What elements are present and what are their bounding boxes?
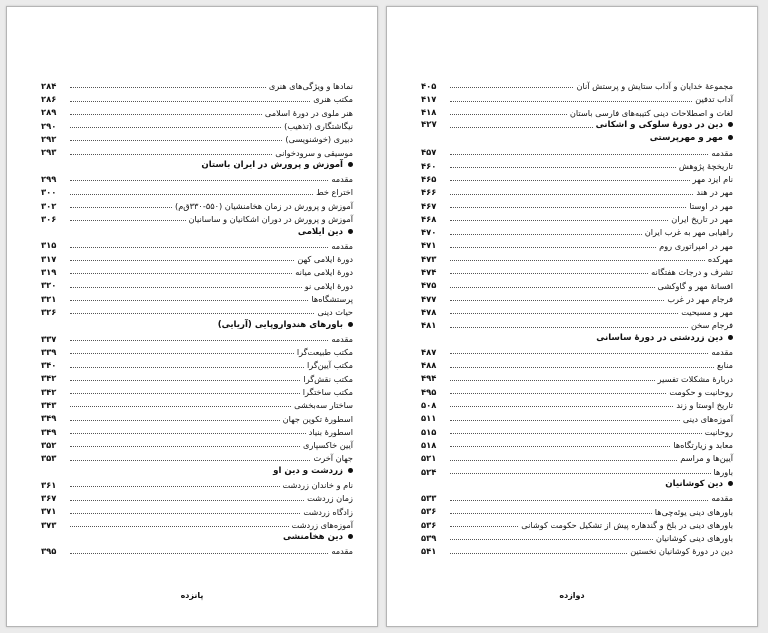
page-ref: ۳۴۰ — [41, 360, 57, 371]
page-ref: ۳۶۱ — [41, 479, 57, 490]
entry-title: اسطورهٔ تکوین جهان — [282, 413, 353, 424]
entry-title: زمان زردشت — [307, 493, 353, 504]
entry-title: مکتب طبیعت‌گرا — [296, 347, 353, 358]
toc-entry — [41, 370, 353, 383]
leader-dots — [70, 486, 280, 487]
leader-dots — [70, 526, 289, 527]
entry-title: مکتب هنری — [313, 94, 353, 105]
entry-title: اختراع خط — [316, 187, 353, 198]
page-ref: ۳۱۹ — [41, 267, 57, 278]
toc-entry — [41, 130, 353, 143]
toc-entry — [421, 463, 733, 476]
leader-dots — [450, 327, 688, 328]
entry-title: مجموعهٔ خدایان و آداب ستایش و پرستش آنان — [576, 81, 733, 92]
entry-title: معابد و زیارتگاه‌ها — [673, 440, 733, 451]
leader-dots — [70, 127, 281, 128]
entry-title: دین در دورهٔ کوشانیان نخستین — [630, 546, 733, 557]
entry-title: تاریخچهٔ پژوهش — [678, 160, 733, 171]
toc-entry — [41, 210, 353, 223]
leader-dots — [450, 353, 708, 354]
page-ref: ۳۴۹ — [41, 413, 57, 424]
toc-entry — [41, 343, 353, 356]
entry-title: نام و خاندان زردشت — [282, 480, 353, 490]
leader-dots — [70, 393, 300, 394]
leader-dots — [450, 446, 670, 447]
toc-entry — [41, 250, 353, 263]
page-ref: ۴۷۵ — [421, 280, 437, 291]
leader-dots — [70, 260, 294, 261]
leader-dots — [70, 140, 282, 141]
entry-title: نام ایزد مهر — [692, 174, 733, 185]
entry-title: زادگاه زردشت — [303, 506, 353, 517]
entry-title: دورهٔ ایلامی میانه — [295, 267, 353, 278]
toc-entry — [421, 170, 733, 183]
toc-entry — [421, 370, 733, 383]
page-ref: ۵۰۸ — [421, 400, 437, 411]
entry-title: آیین خاکسپاری — [303, 440, 353, 451]
leader-dots — [450, 367, 714, 368]
right-page — [386, 6, 758, 627]
leader-dots — [450, 433, 702, 434]
toc-section-heading — [41, 316, 353, 329]
toc-entry — [421, 290, 733, 303]
leader-dots — [450, 114, 567, 115]
entry-title: نیگاشتگاری (تذهیب) — [284, 120, 353, 131]
heading-title: مهر و مهرپرستی — [649, 133, 723, 144]
entry-title: نمادها و ویژگی‌های هنری — [268, 81, 353, 92]
toc-entry — [421, 516, 733, 529]
entry-title: آموزه‌های زردشت — [291, 519, 353, 530]
leader-dots — [450, 220, 668, 221]
page-ref: ۳۰۲ — [41, 200, 57, 211]
leader-dots — [70, 101, 310, 102]
page-ref: ۴۱۷ — [421, 94, 437, 105]
page-ref: ۳۴۹ — [41, 426, 57, 437]
entry-title: فرجام مهر در غرب — [667, 293, 733, 304]
page-ref: ۴۶۶ — [421, 187, 437, 198]
toc-left — [41, 77, 353, 556]
toc-entry — [421, 316, 733, 329]
page-ref: ۵۲۴ — [421, 466, 437, 477]
heading-title: آموزش و پرورش در ایران باستان — [201, 160, 343, 171]
leader-dots — [70, 273, 292, 274]
leader-dots — [450, 420, 680, 421]
page-ref: ۴۷۱ — [421, 240, 437, 251]
page-ref: ۴۶۸ — [421, 213, 437, 224]
leader-dots — [70, 406, 291, 407]
toc-entry — [41, 542, 353, 555]
page-ref: ۴۸۸ — [421, 360, 437, 371]
leader-dots — [450, 194, 693, 195]
toc-entry — [421, 423, 733, 436]
leader-dots — [70, 353, 294, 354]
toc-entry — [421, 449, 733, 462]
leader-dots — [450, 473, 711, 474]
toc-section-heading — [421, 476, 733, 489]
leader-dots — [70, 247, 328, 248]
leader-dots — [450, 406, 673, 407]
entry-title: مهر در هند — [696, 187, 733, 198]
leader-dots — [70, 87, 266, 88]
page-ref: ۵۱۵ — [421, 426, 437, 437]
entry-title: مهر در امپراتوری روم — [659, 240, 733, 251]
page-ref: ۴۹۴ — [421, 373, 437, 384]
toc-entry — [41, 449, 353, 462]
entry-title: منابع — [717, 360, 733, 371]
bullet-icon — [348, 229, 353, 234]
page-ref: ۴۵۷ — [421, 147, 437, 158]
leader-dots — [450, 300, 664, 301]
toc-section-heading — [41, 529, 353, 542]
entry-title: باورهای دینی کوشانیان — [655, 533, 733, 544]
bullet-icon — [348, 468, 353, 473]
bullet-icon — [348, 534, 353, 539]
page-ref: ۵۴۱ — [421, 546, 437, 557]
toc-right — [421, 77, 733, 556]
toc-entry — [421, 409, 733, 422]
entry-title: آموزه‌های دینی — [682, 413, 733, 424]
page-number-left: پانزده — [180, 591, 204, 600]
entry-title: مهر و مسیحیت — [681, 307, 733, 318]
leader-dots — [450, 167, 676, 168]
page-ref: ۴۷۳ — [421, 253, 437, 264]
page-ref: ۴۶۵ — [421, 173, 437, 184]
page-ref: ۳۳۷ — [41, 333, 57, 344]
leader-dots — [70, 340, 328, 341]
bullet-icon — [728, 481, 733, 486]
toc-section-heading — [421, 130, 733, 143]
page-ref: ۴۷۰ — [421, 227, 437, 238]
toc-entry — [41, 197, 353, 210]
entry-title: افسانهٔ مهر و گاوکشی — [657, 280, 733, 291]
toc-entry — [41, 423, 353, 436]
leader-dots — [450, 287, 655, 288]
entry-title: تشرف و درجات هفتگانه — [651, 267, 733, 278]
entry-title: دبیری (خوشنویسی) — [285, 134, 353, 145]
leader-dots — [70, 433, 306, 434]
leader-dots — [450, 313, 678, 314]
toc-entry — [421, 303, 733, 316]
toc-entry — [41, 104, 353, 117]
toc-entry — [421, 396, 733, 409]
entry-title: آموزش و پرورش در دوران اشکانیان و ساسانیان — [188, 214, 353, 225]
page-ref: ۲۹۳ — [41, 147, 57, 158]
toc-entry — [41, 396, 353, 409]
toc-entry — [421, 383, 733, 396]
leader-dots — [450, 87, 573, 88]
leader-dots — [70, 460, 310, 461]
toc-entry — [421, 197, 733, 210]
entry-title: مهر در اوستا — [689, 200, 733, 211]
page-ref: ۴۶۰ — [421, 160, 437, 171]
entry-title: ساختار سه‌بخشی — [294, 400, 353, 411]
entry-title: باورهای دینی در بلخ و گندهاره پیش از تشکیل حکومت کوشانی — [521, 519, 733, 530]
entry-title: تاریخ اوستا و زند — [676, 400, 733, 411]
leader-dots — [70, 313, 314, 314]
toc-entry — [421, 210, 733, 223]
toc-entry — [421, 356, 733, 369]
page-ref: ۳۲۱ — [41, 293, 57, 304]
entry-title: مکتب نقش‌گرا — [303, 373, 353, 384]
bullet-icon — [728, 122, 733, 127]
toc-entry — [41, 263, 353, 276]
leader-dots — [70, 220, 186, 221]
toc-entry — [421, 343, 733, 356]
leader-dots — [70, 500, 304, 501]
leader-dots — [450, 526, 518, 527]
leader-dots — [450, 154, 708, 155]
heading-title: دین در دورهٔ سلوکی و اشکانی — [595, 120, 723, 131]
page-ref: ۵۱۸ — [421, 439, 437, 450]
page-ref: ۳۵۲ — [41, 439, 57, 450]
page-ref: ۳۲۰ — [41, 280, 57, 291]
toc-entry — [421, 436, 733, 449]
page-ref: ۲۹۲ — [41, 134, 57, 145]
toc-entry — [421, 503, 733, 516]
toc-entry — [421, 489, 733, 502]
toc-entry — [41, 290, 353, 303]
leader-dots — [450, 500, 708, 501]
page-ref: ۴۰۵ — [421, 80, 437, 91]
page-ref: ۵۱۱ — [421, 413, 437, 424]
entry-title: هنر ملوی در دورهٔ اسلامی — [264, 107, 353, 118]
page-ref: ۳۴۲ — [41, 386, 57, 397]
page-ref: ۴۲۷ — [421, 120, 437, 131]
entry-title: پرستشگاه‌ها — [311, 293, 353, 304]
toc-entry — [41, 356, 353, 369]
entry-title: لغات و اصطلاحات دینی کتیبه‌های فارسی باستان — [569, 107, 733, 118]
heading-title: دین کوشانیان — [665, 479, 723, 490]
toc-entry — [421, 183, 733, 196]
heading-title: دین ایلامی — [297, 226, 343, 237]
page-ref: ۳۳۹ — [41, 346, 57, 357]
entry-title: دورهٔ ایلامی نو — [304, 280, 353, 291]
page-ref: ۴۷۷ — [421, 293, 437, 304]
leader-dots — [450, 260, 705, 261]
toc-entry — [421, 263, 733, 276]
entry-title: مقدمه — [331, 174, 353, 185]
toc-entry — [41, 476, 353, 489]
toc-entry — [41, 383, 353, 396]
heading-title: دین هخامنشی — [282, 532, 343, 543]
leader-dots — [450, 234, 642, 235]
entry-title: حیات دینی — [317, 307, 353, 318]
page-ref: ۳۰۰ — [41, 187, 57, 198]
entry-title: راهیابی مهر به غرب ایران — [644, 227, 733, 238]
leader-dots — [70, 194, 313, 195]
leader-dots — [450, 247, 656, 248]
entry-title: مقدمه — [331, 546, 353, 557]
leader-dots — [70, 380, 300, 381]
page-ref: ۳۵۳ — [41, 453, 57, 464]
toc-entry — [41, 90, 353, 103]
leader-dots — [70, 300, 308, 301]
entry-title: باورهای دینی یوئه‌چی‌ها — [654, 506, 733, 517]
leader-dots — [70, 154, 272, 155]
toc-section-heading — [41, 157, 353, 170]
leader-dots — [70, 114, 262, 115]
toc-entry — [41, 143, 353, 156]
leader-dots — [450, 460, 677, 461]
bullet-icon — [728, 335, 733, 340]
page-number-right: دوازده — [559, 591, 585, 600]
entry-title: مکتب ساختگرا — [302, 386, 353, 397]
page-ref: ۳۷۱ — [41, 506, 57, 517]
page-ref: ۲۹۰ — [41, 120, 57, 131]
leader-dots — [450, 101, 692, 102]
page-ref: ۴۶۷ — [421, 200, 437, 211]
leader-dots — [70, 207, 172, 208]
page-ref: ۵۳۶ — [421, 506, 437, 517]
entry-title: روحانیت و حکومت — [669, 386, 733, 397]
page-ref: ۵۳۳ — [421, 493, 437, 504]
entry-title: جهان آخرت — [313, 453, 353, 464]
entry-title: موسیقی و سرودخوانی — [275, 147, 353, 158]
leader-dots — [70, 553, 328, 554]
leader-dots — [70, 287, 302, 288]
page-ref: ۵۳۶ — [421, 519, 437, 530]
toc-entry — [41, 489, 353, 502]
toc-entry — [41, 436, 353, 449]
toc-entry — [421, 77, 733, 90]
entry-title: مهرکده — [707, 253, 733, 264]
page-ref: ۲۹۹ — [41, 173, 57, 184]
page-ref: ۳۱۵ — [41, 240, 57, 251]
page-ref: ۳۴۲ — [41, 373, 57, 384]
toc-entry — [421, 529, 733, 542]
page-ref: ۴۷۸ — [421, 306, 437, 317]
toc-entry — [41, 516, 353, 529]
toc-entry — [421, 104, 733, 117]
entry-title: اسطورهٔ بنیاد — [308, 426, 353, 437]
entry-title: آداب تدفین — [695, 94, 733, 105]
left-page — [6, 6, 378, 627]
page-ref: ۳۲۶ — [41, 306, 57, 317]
heading-title: زردشت و دین او — [273, 465, 343, 476]
page-ref: ۳۹۵ — [41, 546, 57, 557]
page-ref: ۲۸۶ — [41, 94, 57, 105]
toc-section-heading — [41, 223, 353, 236]
page-ref: ۴۸۱ — [421, 320, 437, 331]
page-ref: ۵۳۹ — [421, 532, 437, 543]
leader-dots — [450, 273, 648, 274]
leader-dots — [70, 180, 328, 181]
toc-entry — [41, 183, 353, 196]
toc-section-heading — [421, 117, 733, 130]
entry-title: مقدمه — [711, 347, 733, 358]
toc-section-heading — [421, 330, 733, 343]
entry-title: باورها — [713, 466, 733, 477]
toc-entry — [421, 250, 733, 263]
leader-dots — [450, 513, 652, 514]
toc-section-heading — [41, 463, 353, 476]
entry-title: مقدمه — [331, 240, 353, 251]
page-ref: ۴۱۸ — [421, 107, 437, 118]
page-ref: ۴۸۷ — [421, 346, 437, 357]
toc-entry — [41, 237, 353, 250]
leader-dots — [70, 446, 300, 447]
toc-entry — [41, 117, 353, 130]
leader-dots — [450, 393, 666, 394]
toc-entry — [421, 90, 733, 103]
leader-dots — [450, 127, 593, 128]
toc-entry — [41, 330, 353, 343]
page-ref: ۲۸۴ — [41, 80, 57, 91]
entry-title: مهر در تاریخ ایران — [671, 214, 733, 225]
toc-entry — [41, 409, 353, 422]
entry-title: دورهٔ ایلامی کهن — [297, 253, 353, 264]
toc-entry — [421, 143, 733, 156]
page-ref: ۳۷۳ — [41, 519, 57, 530]
toc-entry — [421, 223, 733, 236]
entry-title: آیین‌ها و مراسم — [680, 453, 733, 464]
toc-entry — [41, 77, 353, 90]
entry-title: دربارهٔ مشکلات تفسیر — [657, 373, 733, 384]
toc-entry — [421, 157, 733, 170]
page-ref: ۴۹۵ — [421, 386, 437, 397]
leader-dots — [70, 367, 304, 368]
toc-entry — [421, 276, 733, 289]
toc-entry — [41, 170, 353, 183]
entry-title: مقدمه — [711, 493, 733, 504]
toc-entry — [421, 542, 733, 555]
toc-entry — [421, 237, 733, 250]
leader-dots — [70, 513, 300, 514]
bullet-icon — [728, 135, 733, 140]
leader-dots — [450, 380, 655, 381]
entry-title: مقدمه — [331, 333, 353, 344]
page-ref: ۴۷۴ — [421, 267, 437, 278]
page-ref: ۳۴۳ — [41, 400, 57, 411]
page-ref: ۳۰۶ — [41, 213, 57, 224]
leader-dots — [450, 180, 690, 181]
toc-entry — [41, 276, 353, 289]
leader-dots — [450, 539, 653, 540]
entry-title: مکتب آیین‌گرا — [307, 360, 353, 371]
entry-title: آموزش و پرورش در زمان هخامنشیان (۵۵۰-۳۳۰ق‌م) — [175, 200, 353, 211]
page-ref: ۳۱۷ — [41, 253, 57, 264]
leader-dots — [450, 553, 627, 554]
leader-dots — [450, 207, 686, 208]
heading-title: باورهای هندواروپایی (آریایی) — [217, 319, 343, 330]
heading-title: دین زردشتی در دورهٔ ساسانی — [596, 332, 723, 343]
bullet-icon — [348, 162, 353, 167]
toc-entry — [41, 503, 353, 516]
entry-title: فرجام سخن — [690, 320, 733, 331]
toc-entry — [41, 303, 353, 316]
bullet-icon — [348, 322, 353, 327]
page-ref: ۳۶۷ — [41, 493, 57, 504]
page-ref: ۲۸۹ — [41, 107, 57, 118]
page-ref: ۵۲۱ — [421, 453, 437, 464]
leader-dots — [70, 420, 280, 421]
entry-title: مقدمه — [711, 147, 733, 158]
entry-title: روحانیت — [704, 426, 733, 437]
